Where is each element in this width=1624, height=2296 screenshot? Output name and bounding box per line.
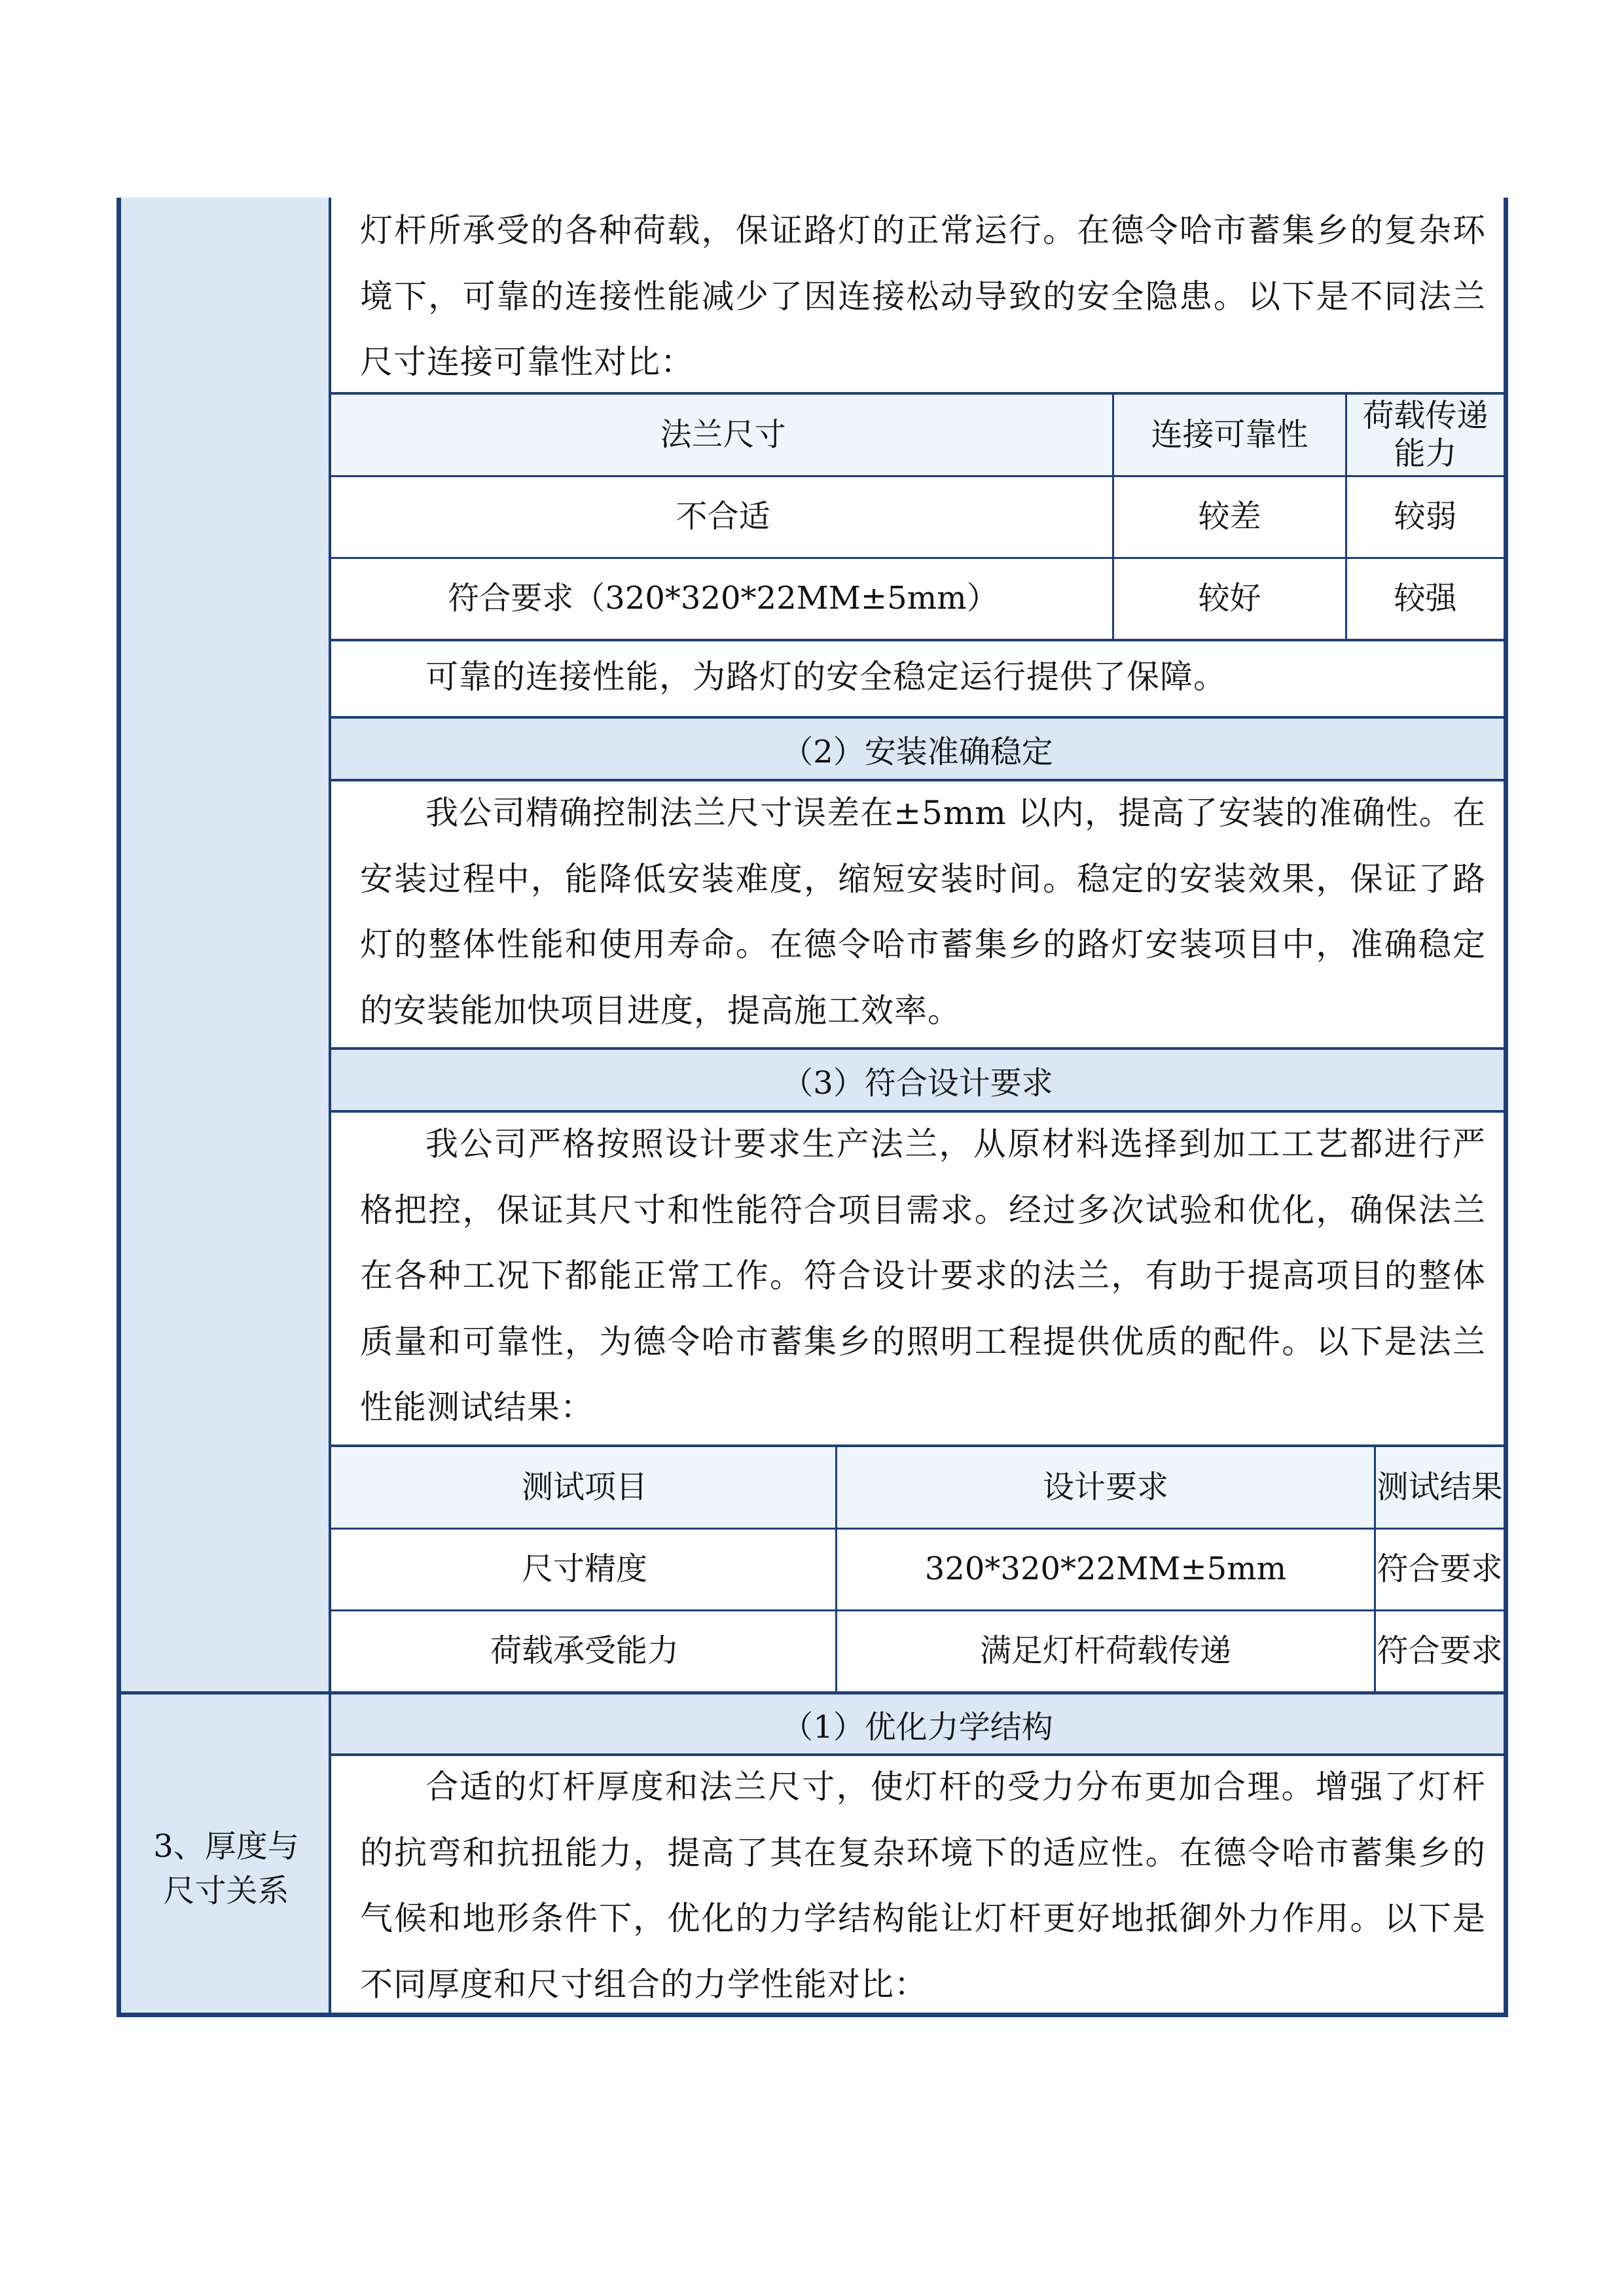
section2-body: 我公司精确控制法兰尺寸误差在±5mm 以内，提高了安装的准确性。在安装过程中，能降低安装难度，缩短安装时间。稳定的安装效果，保证了路灯的整体性能和使用寿命。在德令哈市蓄集乡的路灯安装项目中，准确稳定的安装能加快项目进度，提高施工效率。 bbox=[360, 794, 1486, 1030]
table2-header-test-result: 测试结果 bbox=[1376, 1447, 1504, 1528]
table1-cell: 较弱 bbox=[1394, 498, 1457, 535]
table1-header-reliability: 连接可靠性 bbox=[1114, 395, 1345, 475]
table1-header-flange-size: 法兰尺寸 bbox=[334, 395, 1112, 475]
table2-cell: 荷载承受能力 bbox=[490, 1632, 679, 1670]
table1-cell: 较差 bbox=[1198, 498, 1261, 535]
row3-label bbox=[121, 1824, 331, 1913]
section3-body: 我公司严格按照设计要求生产法兰，从原材料选择到加工工艺都进行严格把控，保证其尺寸和性能符合项目需求。经过多次试验和优化，确保法兰在各种工况下都能正常工作。符合设计要求的法兰，有助于提高项目的整体质量和可靠性，为德令哈市蓄集乡的照明工程提供优质的配件。以下是法兰性能测试结果： bbox=[360, 1125, 1486, 1426]
intro-paragraph: 灯杆所承受的各种荷载，保证路灯的正常运行。在德令哈市蓄集乡的复杂环境下，可靠的连接性能减少了因连接松动导致的安全隐患。以下是不同法兰尺寸连接可靠性对比： bbox=[360, 211, 1486, 381]
table2-cell: 320*320*22MM±5mm bbox=[924, 1551, 1287, 1588]
table1-header-load-transfer: 荷载传递能力 bbox=[1347, 395, 1504, 475]
content-table bbox=[117, 198, 1508, 2017]
table2-header-design-req: 设计要求 bbox=[837, 1447, 1374, 1528]
table1-col-divider bbox=[1345, 395, 1347, 639]
table1-col-divider bbox=[1112, 395, 1114, 639]
row3-label-line1: 3、厚度与 bbox=[153, 1828, 299, 1865]
row3-body: 合适的灯杆厚度和法兰尺寸，使灯杆的受力分布更加合理。增强了灯杆的抗弯和抗扭能力，提高了其在复杂环境下的适应性。在德令哈市蓄集乡的气候和地形条件下，优化的力学结构能让灯杆更好地抵御外力作用。以下是不同厚度和尺寸组合的力学性能对比： bbox=[360, 1768, 1486, 2003]
table2-cell: 符合要求 bbox=[1377, 1551, 1503, 1588]
row3-label-line2: 尺寸关系 bbox=[163, 1873, 289, 1909]
left-label-column bbox=[121, 198, 331, 2013]
table1-cell: 不合适 bbox=[676, 498, 770, 535]
table2-cell: 尺寸精度 bbox=[521, 1551, 647, 1588]
table2-cell: 满足灯杆荷载传递 bbox=[979, 1632, 1231, 1670]
conclusion-paragraph: 可靠的连接性能，为路灯的安全稳定运行提供了保障。 bbox=[425, 658, 1227, 696]
table2-col-divider bbox=[835, 1447, 837, 1691]
table2-col-divider bbox=[1374, 1447, 1376, 1691]
section2-title: （2）安装准确稳定 bbox=[331, 719, 1504, 779]
table1-cell: 较好 bbox=[1198, 580, 1261, 617]
table1-cell: 较强 bbox=[1394, 580, 1457, 617]
table2-cell: 符合要求 bbox=[1377, 1632, 1503, 1670]
table1-cell: 符合要求（320*320*22MM±5mm） bbox=[448, 580, 998, 617]
table1-bottom-border bbox=[331, 639, 1504, 641]
section3-title: （3）符合设计要求 bbox=[331, 1050, 1504, 1110]
row3-section-title: （1）优化力学结构 bbox=[331, 1695, 1504, 1753]
table2-header-test-item: 测试项目 bbox=[334, 1447, 835, 1528]
